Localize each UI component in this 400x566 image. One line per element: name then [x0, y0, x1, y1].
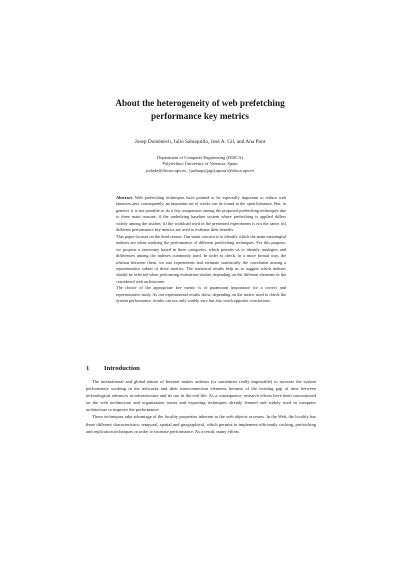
affiliation [70, 155, 330, 174]
abstract-paragraph-1-text: Web prefetching techniques have pointed to be especially important to reduce web latencies and, consequently, an important set of works can be found in the open literature. But, in general, it is not possible to do a fair comparison among the proposed prefetching techniques due to three main reasons: i) the underlying baseline system where prefetching is applied differs widely among the studies; ii) the workload used in the presented experiments is not the same; iii) different performance key metrics are used to evaluate their benefits. [116, 195, 286, 233]
affiliation-university: Polytechnic University of Valencia. Spain [162, 161, 238, 167]
paper-title [70, 97, 330, 123]
affiliation-department: Department of Computer Engineering (DISCA) [157, 155, 243, 160]
body-paragraph-2: Those techniques take advantage of the locality properties inherent to the web objects accesses. In the Web, the locality has three different characteristics: temporal, spatial and geographical, which permits to implement efficiently caching, prefetching and replication techniques in order to increase performance. As a result, many efforts [86, 414, 316, 434]
title-line-2: performance key metrics [151, 111, 249, 121]
abstract-paragraph-2: This paper focuses on the third reason. Our main concern is to identify which the main meaningful indexes are when studying the performance of different prefetching techniques. For this purpose, we propose a taxonomy based in three categories, which permits us to identify analogies and differences among the indexes commonly used. In order to check, in a more formal way, the relation between them, we run experiments and estimate statistically the correlation among a representative subset of those metrics. The statistical results help us to suggest which indexes should be selected when performing evaluation studies depending on the different elements in the considered web architecture. [116, 233, 286, 284]
title-line-1: About the heterogeneity of web prefetching [115, 98, 285, 108]
abstract-paragraph-1 [116, 195, 286, 234]
section-title: Introduction [104, 365, 140, 372]
abstract [116, 195, 286, 305]
abstract-label: Abstract. [116, 195, 134, 200]
section-body [86, 378, 316, 435]
author-emails: jodode@doctor.upv.es, {jsahuqui,jagil,apont}@disca.upv.es [145, 167, 254, 173]
author-list: Josep Domènech, Julio Sahuquillo, José A. Gil, and Ana Pont [134, 139, 266, 145]
section-number: 1 [86, 365, 90, 372]
abstract-paragraph-3: The choice of the appropriate key metric is of paramount importance for a correct and representative study. As our experimental results show, depending on the metric used to check the system performance, results can not only widely vary but also reach opposite conclusions. [116, 285, 286, 304]
body-paragraph-1: The international and global nature of Internet makes arduous (or sometimes really impossible) to increase the system performance working in the networks and their interconnection elements because of the existing gap of time between technological advances in infrastructure and its use in the real life. As a consequence, research efforts have been concentrated on the web architecture and organization issues and exporting techniques already learned and widely used in computer architecture to improve the performance. [86, 379, 316, 413]
section-heading [86, 365, 316, 372]
